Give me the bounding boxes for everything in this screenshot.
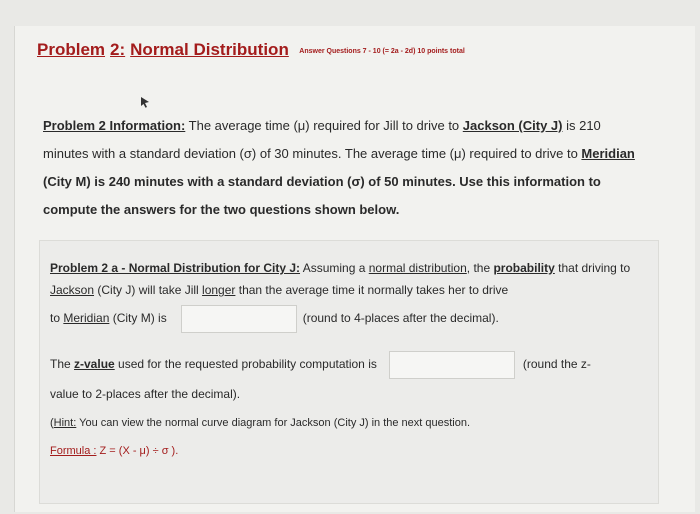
zvalue-text: used for the requested probability computation is [114, 357, 377, 372]
title-number: 2: [110, 40, 126, 59]
hint-label: Hint: [53, 417, 77, 429]
title-prefix: Problem [37, 40, 106, 59]
p2a-meridian: Meridian [63, 311, 110, 326]
p2a-city-m-is: (City M) is [109, 311, 167, 326]
probability-answer-row [50, 305, 499, 333]
hint-body: You can view the normal curve diagram for Jackson (City J) in the next question. [76, 417, 471, 429]
normal-distribution-term: normal distribution [368, 261, 467, 275]
points-subtitle: Answer Questions 7 - 10 (= 2a - 2d) 10 points total [299, 48, 465, 55]
probability-answer-input[interactable] [181, 305, 297, 333]
hint-text [50, 417, 470, 429]
probability-term: probability [493, 261, 555, 275]
p2a-text-2: , the [466, 261, 494, 275]
p2a-jackson: Jackson [50, 283, 95, 297]
formula-label: Formula : [50, 445, 97, 457]
info-heading: Problem 2 Information: [43, 118, 186, 133]
p2a-to-prefix: to [50, 311, 64, 326]
p2a-text-3: that driving to [554, 261, 631, 275]
formula-text [50, 445, 178, 457]
longer-term: longer [202, 283, 236, 297]
title-name: Normal Distribution [130, 40, 289, 59]
info-text-3: (City M) is 240 minutes with a standard deviation (σ) of 50 minutes. Use this information to compute the answers for the two questions shown below. [43, 174, 601, 217]
p2a-text-5: than the average time it normally takes her to drive [235, 283, 509, 297]
page-title [37, 40, 289, 59]
probability-round-note: (round to 4-places after the decimal). [302, 311, 499, 326]
zvalue-round-note-2: value to 2-places after the decimal). [50, 387, 241, 401]
problem-2a-card [39, 240, 659, 504]
formula-body: Z = (X - μ) ÷ σ ). [96, 445, 179, 457]
mouse-cursor-icon [137, 95, 151, 109]
problem-2a-heading: Problem 2 a - Normal Distribution for City J: [50, 261, 301, 275]
zvalue-answer-row [50, 351, 591, 379]
info-text-2: is 210 minutes with a standard deviation (σ) of 30 minutes. The average time (μ) required to drive to [43, 118, 601, 161]
zvalue-prefix: The [50, 357, 75, 372]
zvalue-answer-input[interactable] [389, 351, 515, 379]
problem-header [37, 40, 465, 60]
hint-open: ( [50, 417, 54, 429]
problem-information [43, 112, 643, 224]
zvalue-term: z-value [74, 357, 115, 372]
info-meridian-link: Meridian [581, 146, 635, 161]
info-text-1: The average time (μ) required for Jill to drive to [185, 118, 463, 133]
zvalue-round-note-1: (round the z- [522, 357, 591, 372]
problem-2a-text [50, 257, 650, 301]
problem-page [14, 26, 695, 512]
p2a-text-1: Assuming a [300, 261, 369, 275]
p2a-text-4: (City J) will take Jill [94, 283, 203, 297]
info-jackson-link: Jackson (City J) [462, 118, 563, 133]
